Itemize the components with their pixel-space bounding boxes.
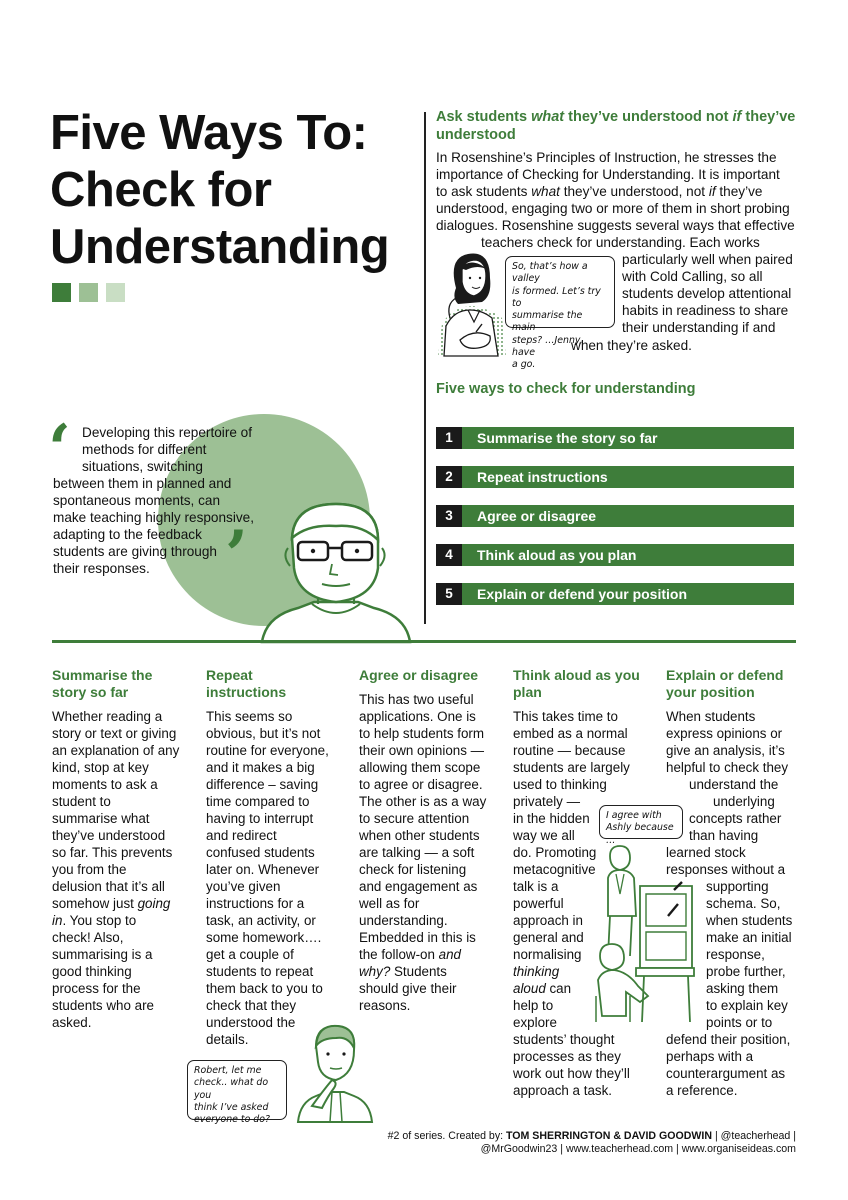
column-line: delusion that it’s all — [52, 879, 165, 894]
column-line: approach in — [513, 913, 583, 928]
way-label: Agree or disagree — [477, 508, 597, 524]
column-line: understand the — [689, 777, 779, 792]
column-heading: Summarise the story so far — [52, 667, 153, 700]
column-heading: Agree or disagree — [359, 667, 479, 683]
column-line: thinking — [513, 964, 560, 979]
column-line: so far. This prevents — [52, 845, 173, 860]
title-line-3: Understanding — [50, 220, 390, 274]
column-line: points or to — [706, 1015, 773, 1030]
way-bar-5 — [436, 583, 794, 605]
way-label: Think aloud as you plan — [477, 547, 637, 563]
column-line: them back to you to — [206, 981, 323, 996]
column-line: in. You stop to — [52, 913, 137, 928]
way-label: Summarise the story so far — [477, 430, 658, 446]
column-line: instructions for a — [206, 896, 305, 911]
way-number: 5 — [436, 583, 462, 605]
way-number: 1 — [436, 427, 462, 449]
column-line: to help students form — [359, 726, 485, 741]
column-line: task, an activity, or — [206, 913, 316, 928]
intro-heading-text: they’ve understood not — [564, 109, 733, 125]
column-line: make an initial — [706, 930, 792, 945]
column-line: normalising — [513, 947, 582, 962]
column-line: powerful — [513, 896, 564, 911]
column-line: an explanation of any — [52, 743, 180, 758]
column-line: check for listening — [359, 862, 467, 877]
column-line: understanding. — [359, 913, 448, 928]
intro-line: with Cold Calling, so all — [622, 269, 763, 284]
column-line: student to — [52, 794, 111, 809]
quote-line: between them in planned and — [53, 476, 232, 491]
column-line: probe further, — [706, 964, 786, 979]
title-line-1: Five Ways To: — [50, 106, 368, 160]
column-line: helpful to check they — [666, 760, 789, 775]
column-line: some homework…. — [206, 930, 322, 945]
quote-line: spontaneous moments, can — [53, 493, 221, 508]
intro-heading — [436, 108, 796, 144]
teacher-speech-bubble: So, that’s how a valley is formed. Let’s try to summarise the main steps? …Jenny, have a go. — [505, 256, 615, 328]
column-line: somehow just going — [52, 896, 171, 911]
column-line: having to interrupt — [206, 811, 314, 826]
vertical-divider — [424, 112, 426, 624]
column-line: give an analysis, it’s — [666, 743, 785, 758]
column-line: students are largely — [513, 760, 630, 775]
column-line: get a couple of — [206, 947, 294, 962]
intro-line: particularly well when paired — [622, 252, 793, 267]
title-square-light — [106, 283, 125, 302]
intro-line: to ask students what they’ve understood, not if they’ve — [436, 184, 763, 199]
way-bar-1 — [436, 427, 794, 449]
way-label: Explain or defend your position — [477, 586, 688, 602]
quote-line: methods for different — [82, 442, 207, 457]
quote-line: Developing this repertoire of — [82, 425, 253, 440]
footer-credits: #2 of series. Created by: TOM SHERRINGTON & DAVID GOODWIN | @teacherhead | — [387, 1130, 796, 1142]
column-line: Whether reading a — [52, 709, 163, 724]
column-line: why? Students — [359, 964, 447, 979]
column-line: counterargument as — [666, 1066, 786, 1081]
column-line: the follow-on and — [359, 947, 461, 962]
intro-line: habits in readiness to share — [622, 303, 789, 318]
column-line: routine for everyone, — [206, 743, 329, 758]
column-line: explore — [513, 1015, 557, 1030]
column-line: a reference. — [666, 1083, 738, 1098]
intro-heading-emphasis-what: what — [531, 109, 565, 125]
quote-line: their responses. — [53, 561, 150, 576]
intro-line: dialogues. Rosenshine suggests several ways that effective — [436, 218, 795, 233]
column-line: to secure attention — [359, 811, 470, 826]
column-line: obvious, but it’s not — [206, 726, 321, 741]
column-line: check that they — [206, 998, 297, 1013]
column-line: allowing them scope — [359, 760, 481, 775]
close-quote-mark: ’ — [225, 516, 248, 594]
column-line: talk is a — [513, 879, 559, 894]
column-line: response, — [706, 947, 765, 962]
column-line: in the hidden — [513, 811, 590, 826]
horizontal-divider — [52, 640, 796, 643]
column-line: process for the — [52, 981, 141, 996]
column-line: summarising is a — [52, 947, 153, 962]
column-line: details. — [206, 1032, 249, 1047]
column-line: than having — [689, 828, 759, 843]
column-line: students to repeat — [206, 964, 314, 979]
column-line: to explain key — [706, 998, 788, 1013]
column-line: Embedded in this is — [359, 930, 476, 945]
intro-line: teachers check for understanding. Each works — [481, 235, 760, 250]
column-line: later on. Whenever — [206, 862, 320, 877]
column-line: check! Also, — [52, 930, 124, 945]
column-line: underlying — [713, 794, 775, 809]
way-bar-2 — [436, 466, 794, 488]
author-portrait-illustration — [258, 498, 414, 644]
column-line: When students — [666, 709, 756, 724]
column-line: understood the — [206, 1015, 296, 1030]
quote-line: adapting to the feedback — [53, 527, 202, 542]
intro-heading-text: understood — [436, 127, 516, 143]
column-line: embed as a normal — [513, 726, 628, 741]
column-line: difference – saving — [206, 777, 319, 792]
column-line: This has two useful — [359, 692, 474, 707]
way-number: 2 — [436, 466, 462, 488]
intro-heading-text: Ask students — [436, 109, 532, 125]
column-line: story or text or giving — [52, 726, 177, 741]
intro-line: importance of Checking for Understanding. It is important — [436, 167, 780, 182]
column-line: they’ve understood — [52, 828, 166, 843]
open-quote-mark: ‘ — [48, 410, 71, 488]
column-line: work out how they’ll — [513, 1066, 630, 1081]
quote-line: make teaching highly responsive, — [53, 510, 254, 525]
column-line: supporting — [706, 879, 769, 894]
column-line: perhaps with a — [666, 1049, 754, 1064]
column-line: This takes time to — [513, 709, 618, 724]
column-line: metacognitive — [513, 862, 596, 877]
column-line: well as for — [359, 896, 420, 911]
column-line: moments to ask a — [52, 777, 158, 792]
column-line: when other students — [359, 828, 480, 843]
column-line: general and — [513, 930, 584, 945]
footer-links: @MrGoodwin23 | www.teacherhead.com | www.organiseideas.com — [480, 1143, 796, 1155]
intro-line: when they’re asked. — [571, 338, 692, 353]
column-line: responses without a — [666, 862, 786, 877]
column-line: kind, stop at key — [52, 760, 149, 775]
column-line: concepts rather — [689, 811, 782, 826]
column-line: when students — [706, 913, 793, 928]
column-line: students who are — [52, 998, 154, 1013]
way-bar-4 — [436, 544, 794, 566]
title-line-2: Check for — [50, 163, 272, 217]
column-line: used to thinking — [513, 777, 607, 792]
intro-heading-emphasis-if: if — [732, 109, 742, 125]
column-line: you from the — [52, 862, 127, 877]
column-line: are talking — a soft — [359, 845, 475, 860]
column-line: express opinions or — [666, 726, 783, 741]
intro-line: their understanding if and — [622, 320, 776, 335]
column-line: asked. — [52, 1015, 92, 1030]
intro-line: understood, engaging two or more of them in short probing — [436, 201, 790, 216]
column-line: and it makes a big — [206, 760, 315, 775]
column-line: schema. So, — [706, 896, 781, 911]
title-square-dark — [52, 283, 71, 302]
way-number: 4 — [436, 544, 462, 566]
column-line: and redirect — [206, 828, 277, 843]
column-line: do. Promoting — [513, 845, 597, 860]
column-line: time compared to — [206, 794, 310, 809]
column-line: way we all — [513, 828, 575, 843]
column-line: This seems so — [206, 709, 293, 724]
teacher-man-speech-bubble: Robert, let me check.. what do you think I’ve asked everyone to do? — [187, 1060, 287, 1120]
column-line: good thinking — [52, 964, 132, 979]
column-line: to agree or disagree. — [359, 777, 483, 792]
title-square-mid — [79, 283, 98, 302]
column-line: approach a task. — [513, 1083, 613, 1098]
intro-line: students develop attentional — [622, 286, 792, 301]
column-heading: Think aloud as you plan — [513, 667, 640, 700]
column-line: summarise what — [52, 811, 150, 826]
student-speech-bubble: I agree with Ashly because … — [599, 805, 683, 839]
column-heading: Explain or defend your position — [666, 667, 784, 700]
column-line: routine — because — [513, 743, 626, 758]
column-line: defend their position, — [666, 1032, 791, 1047]
column-line: reasons. — [359, 998, 411, 1013]
column-line: asking them — [706, 981, 779, 996]
column-line: learned stock — [666, 845, 746, 860]
column-heading: Repeat instructions — [206, 667, 287, 700]
page-title — [50, 105, 420, 276]
quote-line: students are giving through — [53, 544, 217, 559]
column-line: their own opinions — — [359, 743, 485, 758]
column-line: you’ve given — [206, 879, 281, 894]
quote-line: situations, switching — [82, 459, 203, 474]
intro-line: In Rosenshine’s Principles of Instruction, he stresses the — [436, 150, 777, 165]
column-line: confused students — [206, 845, 315, 860]
way-number: 3 — [436, 505, 462, 527]
column-line: help to — [513, 998, 554, 1013]
column-line: and engagement as — [359, 879, 478, 894]
column-line: privately — — [513, 794, 580, 809]
column-line: The other is as a way — [359, 794, 487, 809]
thinking-teacher-illustration — [292, 1022, 376, 1122]
way-label: Repeat instructions — [477, 469, 608, 485]
way-bar-3 — [436, 505, 794, 527]
intro-heading-text: they’ve — [741, 109, 796, 125]
column-line: applications. One is — [359, 709, 476, 724]
column-line: processes as they — [513, 1049, 621, 1064]
column-line: aloud can — [513, 981, 572, 996]
column-line: students’ thought — [513, 1032, 615, 1047]
five-ways-heading: Five ways to check for understanding — [436, 381, 696, 397]
column-line: should give their — [359, 981, 457, 996]
